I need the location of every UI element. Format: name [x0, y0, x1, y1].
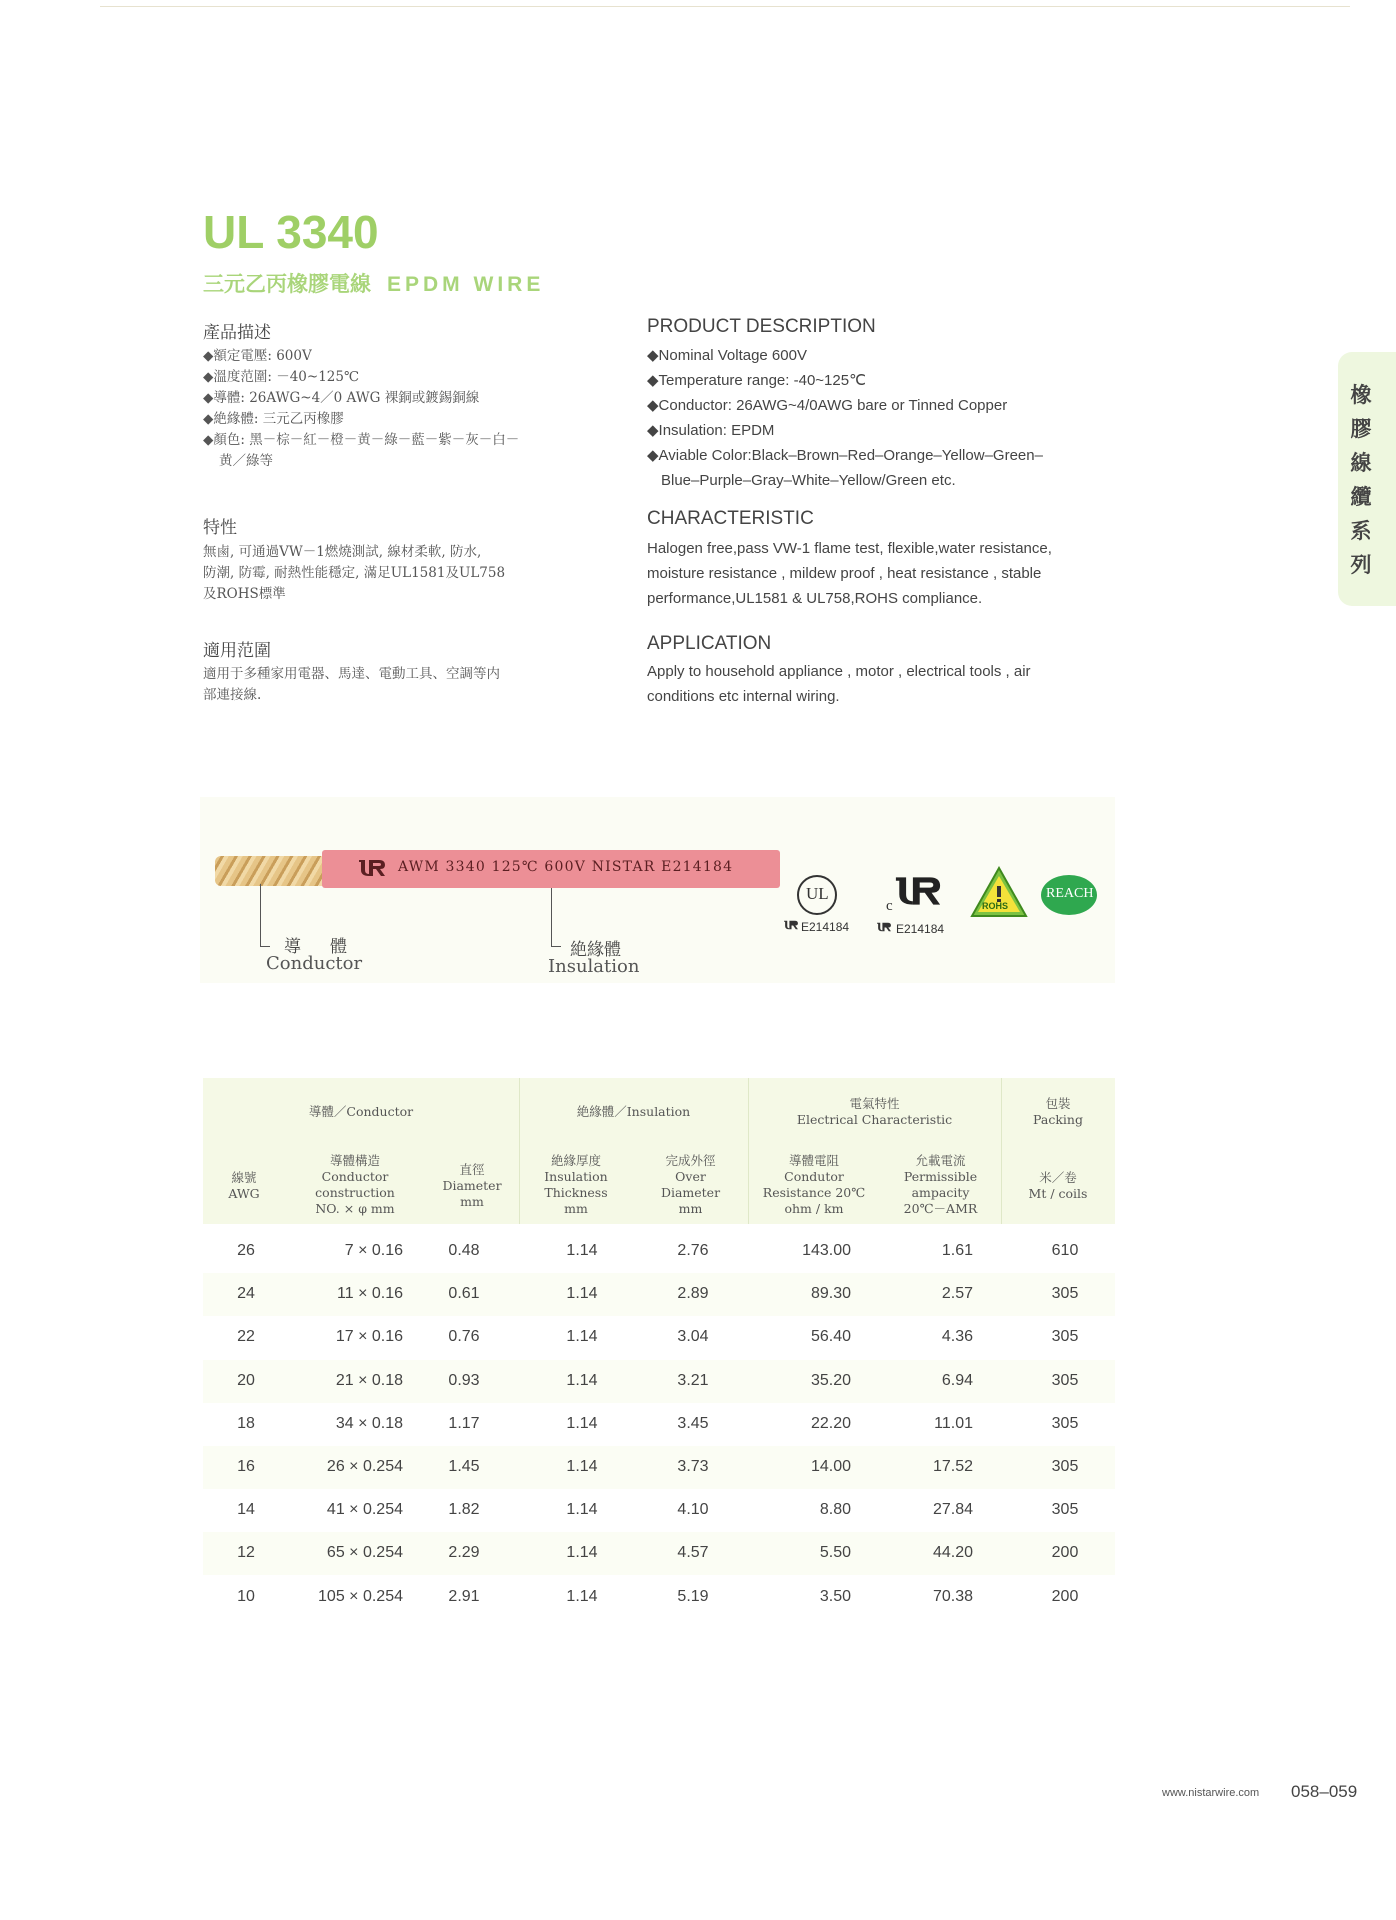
cn-char-title: 特性: [203, 518, 237, 538]
col-header-line: Mt / coils: [1028, 1186, 1088, 1201]
group-electrical: [748, 1096, 1001, 1128]
cell-diameter: 0.48: [448, 1242, 480, 1259]
col-diameter-header: [425, 1162, 519, 1210]
cell-resistance: 14.00: [810, 1458, 851, 1475]
cell-ins-thickness: 1.14: [566, 1285, 598, 1303]
cn-desc-list: [203, 346, 623, 472]
cell-packing: 305: [1051, 1501, 1079, 1519]
en-desc-title: PRODUCT DESCRIPTION: [647, 316, 876, 337]
cell-over-diameter: 2.76: [677, 1242, 709, 1259]
cell-resistance: 56.40: [810, 1328, 851, 1346]
cell-ins-thickness: 1.14: [566, 1371, 598, 1389]
cell-awg: 24: [237, 1285, 255, 1303]
insulation-leader-tick: [551, 946, 561, 947]
col-header-line: Resistance 20℃: [762, 1185, 866, 1200]
col-awg-header: [203, 1170, 285, 1202]
cell-packing: 305: [1051, 1371, 1079, 1389]
cell-ins-thickness: 1.14: [566, 1544, 598, 1562]
cell-ampacity: 2.57: [941, 1285, 973, 1303]
wire-print-text: AWM 3340 125℃ 600V NISTAR E214184: [398, 859, 734, 875]
side-tab-char: 橡: [1350, 382, 1372, 407]
col-over-dia-header: [633, 1153, 748, 1217]
cell-construction: 7 × 0.16: [344, 1242, 403, 1259]
cell-packing: 305: [1051, 1458, 1079, 1475]
cn-desc-item: ◆額定電壓: 600V: [203, 348, 312, 364]
cell-construction: 26 × 0.254: [326, 1458, 403, 1475]
col-header-line: ohm / km: [784, 1201, 844, 1216]
cell-over-diameter: 5.19: [677, 1587, 709, 1605]
group-insulation: 絶緣體／Insulation: [576, 1104, 691, 1119]
table-row: [203, 1489, 1115, 1532]
cul-mark-icon: [888, 874, 948, 908]
col-header-line: mm: [460, 1194, 484, 1209]
cell-packing: 200: [1051, 1544, 1079, 1562]
cn-char-line: 及ROHS標準: [203, 586, 286, 602]
cell-awg: 10: [237, 1587, 255, 1605]
cn-char-line: 無鹵, 可通過VW－1燃燒測試, 線材柔軟, 防水,: [203, 544, 482, 560]
insulation-label-en: Insulation: [548, 956, 640, 977]
table-row: [203, 1316, 1115, 1359]
col-header-line: Insulation: [544, 1169, 608, 1184]
page-title: UL 3340: [203, 206, 379, 258]
col-ins-thick-header: [519, 1153, 633, 1217]
col-header-line: 線號: [231, 1170, 257, 1185]
cell-awg: 12: [237, 1544, 255, 1562]
group-packing-en: Packing: [1033, 1112, 1083, 1127]
cell-construction: 41 × 0.254: [326, 1501, 403, 1519]
en-app-line: Apply to household appliance , motor , electrical tools , air: [647, 663, 1031, 680]
cell-awg: 20: [237, 1371, 255, 1389]
en-app-title: APPLICATION: [647, 633, 772, 654]
cell-diameter: 0.61: [448, 1285, 480, 1303]
cell-awg: 22: [237, 1328, 255, 1346]
table-row: [203, 1576, 1115, 1619]
cn-desc-title: 產品描述: [203, 323, 271, 343]
col-header-line: Conductor: [321, 1169, 389, 1184]
table-row: [203, 1446, 1115, 1489]
cell-diameter: 1.82: [448, 1501, 480, 1519]
col-header-line: AWG: [228, 1186, 260, 1201]
col-header-line: Diameter: [660, 1185, 721, 1200]
cul-cert-number: E214184: [896, 922, 945, 936]
cell-resistance: 8.80: [819, 1501, 851, 1519]
en-char-title: CHARACTERISTIC: [647, 508, 814, 529]
cn-desc-item: ◆絶緣體: 三元乙丙橡膠: [203, 411, 344, 427]
en-char-text: [647, 536, 1147, 611]
col-header-line: Thickness: [544, 1185, 608, 1200]
ur-small-icon-1: [783, 919, 799, 931]
series-side-tab: [1338, 352, 1396, 606]
col-header-line: construction: [315, 1185, 395, 1200]
reach-label: REACH: [1046, 886, 1094, 901]
en-app-line: conditions etc internal wiring.: [647, 688, 840, 705]
col-header-line: mm: [678, 1201, 703, 1216]
subtitle-en: EPDM WIRE: [387, 273, 545, 296]
en-desc-item: Blue–Purple–Gray–White–Yellow/Green etc.: [661, 472, 956, 489]
cell-ins-thickness: 1.14: [566, 1414, 598, 1432]
cell-construction: 11 × 0.16: [337, 1285, 403, 1303]
table-row: [203, 1403, 1115, 1446]
rohs-label: ROHS: [982, 901, 1009, 911]
cell-ampacity: 1.61: [941, 1242, 973, 1259]
en-desc-item: ◆Nominal Voltage 600V: [647, 347, 807, 364]
cul-c-text: c: [886, 898, 893, 914]
col-header-line: NO. × φ mm: [315, 1201, 395, 1216]
cn-app-line: 適用于多種家用電器、馬達、電動工具、空調等内: [203, 666, 500, 682]
col-header-line: Permissible: [903, 1169, 978, 1184]
en-desc-list: [647, 343, 1147, 493]
ur-mark-icon: [357, 858, 387, 878]
cell-resistance: 5.50: [819, 1544, 851, 1562]
cn-desc-item: ◆溫度范圍: －40~125℃: [203, 369, 360, 385]
cell-diameter: 2.29: [448, 1544, 480, 1562]
insulation-label-cn: 絶緣體: [570, 940, 621, 960]
col-header-line: ampacity: [911, 1185, 970, 1200]
col-ampacity-header: [880, 1153, 1001, 1217]
col-header-line: 直徑: [459, 1162, 485, 1177]
cell-ins-thickness: 1.14: [566, 1587, 598, 1605]
col-header-line: mm: [564, 1201, 588, 1216]
group-electrical-cn: 電氣特性: [849, 1096, 900, 1111]
cell-packing: 305: [1051, 1285, 1079, 1303]
spec-table-header: [203, 1078, 1115, 1224]
en-char-line: moisture resistance , mildew proof , heat resistance , stable: [647, 565, 1042, 582]
cell-awg: 18: [237, 1414, 255, 1432]
col-header-line: Diameter: [442, 1178, 502, 1193]
group-conductor: 導體／Conductor: [308, 1104, 414, 1119]
side-tab-char: 線: [1350, 450, 1372, 475]
cell-ampacity: 17.52: [932, 1458, 973, 1475]
insulation-leader-line: [551, 888, 552, 946]
cn-app-line: 部連接線.: [203, 687, 262, 703]
col-resistance-header: [748, 1153, 880, 1217]
cell-over-diameter: 3.21: [677, 1371, 709, 1389]
table-row: [203, 1360, 1115, 1403]
table-row: [203, 1532, 1115, 1575]
group-packing: [1001, 1096, 1115, 1128]
cell-ins-thickness: 1.14: [566, 1242, 598, 1259]
cell-ampacity: 4.36: [941, 1328, 973, 1346]
cell-over-diameter: 2.89: [677, 1285, 709, 1303]
cell-packing: 305: [1051, 1328, 1079, 1346]
subtitle-cn: 三元乙丙橡膠電線: [203, 271, 371, 296]
col-header-line: Over: [675, 1169, 706, 1184]
cell-construction: 105 × 0.254: [318, 1587, 403, 1605]
cell-construction: 17 × 0.16: [335, 1328, 403, 1346]
cell-awg: 26: [237, 1242, 255, 1259]
conductor-label-en: Conductor: [266, 953, 363, 974]
cell-construction: 21 × 0.18: [335, 1371, 403, 1389]
cell-awg: 14: [237, 1501, 255, 1519]
conductor-label-cn: 導 體: [284, 937, 353, 957]
col-construction-header: [285, 1153, 425, 1217]
cell-ampacity: 44.20: [932, 1544, 973, 1562]
cn-desc-item: ◆導體: 26AWG~4／0 AWG 裸銅或鍍錫銅線: [203, 390, 480, 406]
col-header-line: 20℃－AMR: [903, 1201, 978, 1216]
cell-resistance: 89.30: [810, 1285, 851, 1303]
cell-diameter: 0.76: [448, 1328, 480, 1346]
cell-over-diameter: 3.45: [677, 1414, 709, 1432]
page-subtitle: [203, 268, 544, 298]
col-header-line: 導體構造: [329, 1153, 380, 1168]
cell-awg: 16: [237, 1458, 255, 1475]
cell-ampacity: 11.01: [934, 1414, 973, 1432]
cell-packing: 610: [1051, 1242, 1079, 1259]
side-tab-char: 膠: [1350, 416, 1372, 441]
cell-packing: 200: [1051, 1587, 1079, 1605]
cell-resistance: 22.20: [810, 1414, 851, 1432]
cell-diameter: 1.17: [448, 1414, 480, 1432]
cn-desc-item: ◆顏色: 黑－棕－紅－橙－黄－綠－藍－紫－灰－白－: [203, 432, 520, 448]
en-char-line: Halogen free,pass VW-1 flame test, flexible,water resistance,: [647, 540, 1052, 557]
cell-construction: 34 × 0.18: [335, 1414, 403, 1432]
cn-char-text: [203, 542, 623, 605]
side-tab-char: 纜: [1350, 484, 1372, 509]
en-char-line: performance,UL1581 & UL758,ROHS compliance.: [647, 590, 983, 607]
cell-diameter: 1.45: [448, 1458, 480, 1475]
en-desc-item: ◆Insulation: EPDM: [647, 422, 775, 439]
ul-cert-number: E214184: [801, 920, 850, 934]
col-header-line: Condutor: [784, 1169, 844, 1184]
col-header-line: 允載電流: [915, 1153, 966, 1168]
conductor-strands-image: [215, 856, 325, 886]
en-desc-item: ◆Aviable Color:Black–Brown–Red–Orange–Yellow–Green–: [647, 447, 1043, 464]
table-row: [203, 1273, 1115, 1316]
conductor-leader-tick: [260, 946, 270, 947]
cell-over-diameter: 4.57: [677, 1544, 709, 1562]
cell-packing: 305: [1051, 1414, 1079, 1432]
cell-ampacity: 27.84: [932, 1501, 973, 1519]
cell-ins-thickness: 1.14: [566, 1458, 598, 1475]
cn-app-text: [203, 664, 623, 706]
en-desc-item: ◆Conductor: 26AWG~4/0AWG bare or Tinned Copper: [647, 397, 1008, 414]
cell-ins-thickness: 1.14: [566, 1501, 598, 1519]
col-header-line: 完成外徑: [665, 1153, 716, 1168]
cn-app-title: 適用范圍: [203, 641, 271, 661]
cell-ins-thickness: 1.14: [566, 1328, 598, 1346]
top-rule: [100, 6, 1350, 7]
col-packing-header: [1001, 1170, 1115, 1202]
col-header-line: 絶緣厚度: [550, 1153, 601, 1168]
cell-over-diameter: 3.04: [677, 1328, 709, 1346]
footer-url: www.nistarwire.com: [1162, 1787, 1260, 1799]
cell-ampacity: 6.94: [941, 1371, 973, 1389]
cell-ampacity: 70.38: [932, 1587, 973, 1605]
group-electrical-en: Electrical Characteristic: [796, 1112, 953, 1127]
conductor-leader-line: [260, 884, 261, 946]
ul-mark-text: UL: [806, 884, 829, 903]
cn-char-line: 防潮, 防霉, 耐熱性能穩定, 滿足UL1581及UL758: [203, 565, 506, 581]
cell-over-diameter: 3.73: [677, 1458, 709, 1475]
ur-small-icon-2: [876, 921, 892, 933]
cell-resistance: 143.00: [802, 1242, 851, 1259]
cell-diameter: 0.93: [448, 1371, 480, 1389]
col-header-line: 導體電阻: [788, 1153, 839, 1168]
cell-resistance: 3.50: [819, 1587, 851, 1605]
side-tab-char: 系: [1350, 518, 1372, 543]
group-packing-cn: 包裝: [1045, 1096, 1071, 1111]
col-header-line: 米／卷: [1039, 1170, 1077, 1185]
side-tab-char: 列: [1350, 552, 1372, 577]
cell-construction: 65 × 0.254: [326, 1544, 403, 1562]
cn-desc-item: 黄／綠等: [219, 453, 273, 469]
en-desc-item: ◆Temperature range: -40~125℃: [647, 372, 866, 389]
footer-page-numbers: 058–059: [1291, 1782, 1358, 1801]
cell-resistance: 35.20: [810, 1371, 851, 1389]
table-row: [203, 1230, 1115, 1273]
cell-over-diameter: 4.10: [677, 1501, 709, 1519]
cell-diameter: 2.91: [448, 1587, 480, 1605]
en-app-text: [647, 659, 1147, 709]
